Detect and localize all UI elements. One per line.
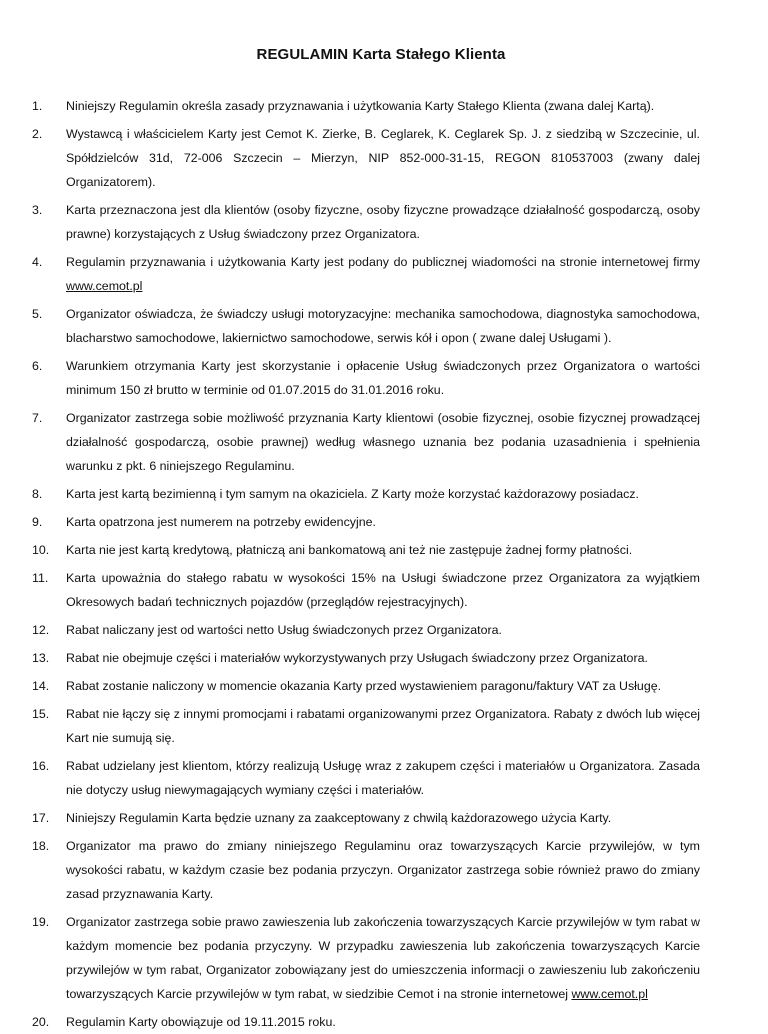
rule-text	[66, 1010, 700, 1034]
rule-body: Organizator ma prawo do zmiany niniejszego Regulaminu oraz towarzyszących Karcie przywilejów, w tym wysokości rabatu, w każdym czasie bez podania przyczyn. Organizator zastrzega sobie również prawo do zmiany zasad przyznawania Karty.	[66, 839, 700, 901]
rule-number: 7.	[32, 411, 43, 425]
rule-text	[66, 482, 700, 506]
rule-body: Niniejszy Regulamin Karta będzie uznany za zaakceptowany z chwilą każdorazowego użycia Karty.	[66, 811, 612, 825]
rule-body: Organizator zastrzega sobie możliwość przyznania Karty klientowi (osobie fizycznej, osobie fizycznej prowadzącej działalność gospodarczą, osobie prawnej) według własnego uznania bez podania uzasadnienia i spełnienia warunku z pkt. 6 niniejszego Regulaminu.	[66, 411, 700, 473]
document-title: REGULAMIN Karta Stałego Klienta	[256, 46, 506, 63]
rule-text	[66, 618, 700, 642]
rule-number: 11.	[32, 571, 49, 585]
rule-number: 17.	[32, 811, 50, 825]
rule-body: Warunkiem otrzymania Karty jest skorzystanie i opłacenie Usług świadczonych przez Organizatora o wartości minimum 150 zł brutto w terminie od 01.07.2015 do 31.01.2016 roku.	[66, 359, 700, 397]
rule-body: Rabat udzielany jest klientom, którzy realizują Usługę wraz z zakupem części i materiałów u Organizatora. Zasada nie dotyczy usług niewymagających wymiany części i materiałów.	[66, 759, 700, 797]
rule-item	[32, 646, 700, 670]
rule-text	[66, 910, 700, 1006]
rule-text	[66, 806, 700, 830]
rule-item	[32, 482, 700, 506]
rule-body: Rabat nie łączy się z innymi promocjami i rabatami organizowanymi przez Organizatora. Rabaty z dwóch lub więcej Kart nie sumują się.	[66, 707, 700, 745]
rule-item	[32, 566, 700, 614]
rule-text	[66, 302, 700, 350]
rule-body: Organizator oświadcza, że świadczy usługi motoryzacyjne: mechanika samochodowa, diagnostyka samochodowa, blacharstwo samochodowe, lakiernictwo samochodowe, serwis kół i opon ( zwane dalej Usługami ).	[66, 307, 700, 345]
rule-item	[32, 618, 700, 642]
rule-text	[66, 754, 700, 802]
rule-item	[32, 538, 700, 562]
rule-number: 13.	[32, 651, 50, 665]
rule-text	[66, 538, 700, 562]
website-link[interactable]: www.cemot.pl	[66, 279, 143, 293]
rule-number: 18.	[32, 839, 50, 853]
rule-body: Regulamin przyznawania i użytkowania Karty jest podany do publicznej wiadomości na stronie internetowej firmy	[66, 255, 700, 269]
rule-body: Karta nie jest kartą kredytową, płatniczą ani bankomatową ani też nie zastępuje żadnej formy płatności.	[66, 543, 633, 557]
rule-text	[66, 566, 700, 614]
rule-item	[32, 806, 700, 830]
rule-body: Rabat zostanie naliczony w momencie okazania Karty przed wystawieniem paragonu/faktury VAT za Usługę.	[66, 679, 662, 693]
rule-number: 20.	[32, 1015, 50, 1029]
rule-item	[32, 406, 700, 478]
rule-text	[66, 702, 700, 750]
rule-body: Rabat naliczany jest od wartości netto Usług świadczonych przez Organizatora.	[66, 623, 502, 637]
rule-item	[32, 302, 700, 350]
rule-item	[32, 834, 700, 906]
rule-number: 3.	[32, 203, 43, 217]
rule-number: 5.	[32, 307, 43, 321]
rule-item	[32, 94, 700, 118]
rule-number: 12.	[32, 623, 50, 637]
rule-number: 6.	[32, 359, 43, 373]
rule-item	[32, 702, 700, 750]
rule-body: Rabat nie obejmuje części i materiałów wykorzystywanych przy Usługach świadczony przez Organizatora.	[66, 651, 648, 665]
rule-number: 15.	[32, 707, 50, 721]
rule-body: Regulamin Karty obowiązuje od 19.11.2015 roku.	[66, 1015, 336, 1029]
rule-number: 8.	[32, 487, 43, 501]
rule-text	[66, 646, 700, 670]
rule-body: Karta przeznaczona jest dla klientów (osoby fizyczne, osoby fizyczne prowadzące działalność gospodarczą, osoby prawne) korzystających z Usług świadczony przez Organizatora.	[66, 203, 700, 241]
rule-body: Wystawcą i właścicielem Karty jest Cemot K. Zierke, B. Ceglarek, K. Ceglarek Sp. J. z siedzibą w Szczecinie, ul. Spółdzielców 31d, 72-006 Szczecin – Mierzyn, NIP 852-000-31-15, REGON 810537003 (zwany dalej Organizatorem).	[66, 127, 700, 189]
rule-text	[66, 354, 700, 402]
rule-number: 9.	[32, 515, 43, 529]
rule-item	[32, 754, 700, 802]
rule-item	[32, 1010, 700, 1034]
website-link[interactable]: www.cemot.pl	[571, 987, 648, 1001]
rule-item	[32, 354, 700, 402]
rule-item	[32, 910, 700, 1006]
rule-text	[66, 510, 700, 534]
rule-item	[32, 674, 700, 698]
rule-body: Niniejszy Regulamin określa zasady przyznawania i użytkowania Karty Stałego Klienta (zwana dalej Kartą).	[66, 99, 655, 113]
rules-list	[32, 94, 700, 1034]
rule-number: 2.	[32, 127, 43, 141]
rule-text	[66, 122, 700, 194]
rule-text	[66, 674, 700, 698]
rule-number: 19.	[32, 915, 50, 929]
rule-text	[66, 198, 700, 246]
rule-body: Organizator zastrzega sobie prawo zawieszenia lub zakończenia towarzyszących Karcie przywilejów w tym rabat w każdym momencie bez podania przyczyny. W przypadku zawieszenia lub zakończenia towarzyszących Karcie przywilejów w tym rabat, Organizator zobowiązany jest do umieszczenia informacji o zawieszeniu lub zakończeniu towarzyszących Karcie przywilejów w tym rabat, w siedzibie Cemot i na stronie internetowej	[66, 915, 700, 1001]
rule-item	[32, 198, 700, 246]
rule-text	[66, 94, 700, 118]
rule-number: 4.	[32, 255, 43, 269]
rule-text	[66, 834, 700, 906]
rule-number: 1.	[32, 99, 43, 113]
rule-number: 14.	[32, 679, 50, 693]
rule-text	[66, 250, 700, 298]
rule-text	[66, 406, 700, 478]
rule-item	[32, 510, 700, 534]
rule-number: 16.	[32, 759, 50, 773]
rule-item	[32, 122, 700, 194]
rule-body: Karta opatrzona jest numerem na potrzeby ewidencyjne.	[66, 515, 376, 529]
rule-number: 10.	[32, 543, 50, 557]
rule-body: Karta upoważnia do stałego rabatu w wysokości 15% na Usługi świadczone przez Organizatora za wyjątkiem Okresowych badań technicznych pojazdów (przeglądów rejestracyjnych).	[66, 571, 700, 609]
rule-body: Karta jest kartą bezimienną i tym samym na okaziciela. Z Karty może korzystać każdorazowy posiadacz.	[66, 487, 639, 501]
rule-item	[32, 250, 700, 298]
